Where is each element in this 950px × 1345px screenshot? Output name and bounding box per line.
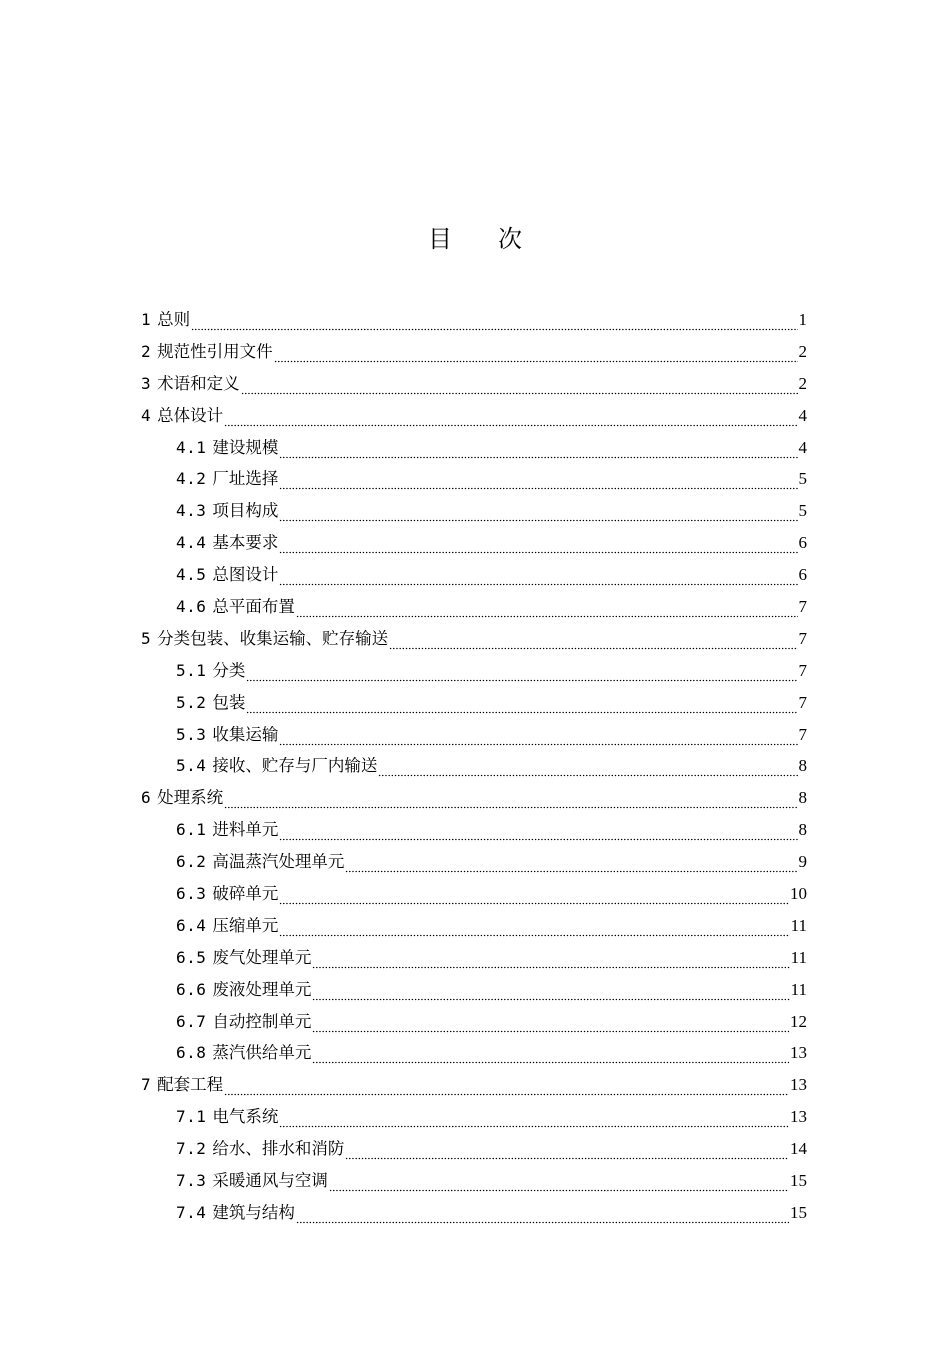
toc-entry[interactable] (141, 846, 807, 878)
toc-entry-page-number: 7 (798, 628, 807, 648)
toc-entry-label: 建设规模 (212, 437, 279, 457)
dot-leader (312, 959, 789, 969)
toc-entry-page-number: 5 (798, 469, 807, 489)
toc-entry[interactable] (141, 1197, 807, 1229)
toc-entry-page-number: 5 (798, 501, 807, 521)
toc-entry[interactable] (141, 463, 807, 495)
toc-entry[interactable] (141, 942, 807, 974)
toc-entry-page-number: 6 (798, 533, 807, 553)
toc-entry-number: 6.3 (176, 884, 207, 904)
page-title-part2: 次 (498, 225, 522, 253)
toc-entry-page-number: 7 (798, 660, 807, 680)
toc-entry-page-number: 11 (790, 915, 807, 935)
toc-entry-label: 项目构成 (212, 501, 279, 521)
toc-entry-page-number: 15 (790, 1171, 807, 1191)
dot-leader (312, 991, 789, 1001)
toc-entry-number: 6.7 (176, 1011, 207, 1031)
toc-entry[interactable] (141, 750, 807, 782)
toc-entry-number: 1 (141, 309, 152, 329)
toc-entry[interactable] (141, 1006, 807, 1038)
toc-entry-label: 收集运输 (212, 724, 279, 744)
toc-entry-page-number: 7 (798, 597, 807, 616)
toc-entry[interactable] (141, 527, 807, 559)
toc-entry-number: 5 (141, 628, 152, 648)
toc-entry-label: 进料单元 (212, 820, 279, 840)
toc-entry-number: 4.6 (176, 597, 207, 616)
toc-entry-page-number: 8 (798, 756, 807, 776)
dot-leader (345, 1150, 789, 1160)
dot-leader (279, 512, 797, 522)
toc-entry[interactable] (141, 432, 807, 464)
toc-entry-page-number: 12 (790, 1011, 807, 1031)
dot-leader (312, 1054, 789, 1064)
dot-leader (389, 640, 797, 650)
toc-entry-number: 7.2 (176, 1139, 207, 1159)
toc-entry[interactable] (141, 719, 807, 751)
toc-entry-page-number: 14 (790, 1139, 807, 1159)
toc-entry-label: 破碎单元 (212, 884, 279, 904)
toc-entry-label: 总图设计 (212, 565, 279, 585)
dot-leader (279, 736, 797, 746)
dot-leader (329, 1182, 789, 1192)
toc-entry[interactable] (141, 559, 807, 591)
toc-entry[interactable] (141, 591, 807, 623)
dot-leader (345, 863, 797, 873)
toc-entry[interactable] (141, 1069, 807, 1101)
toc-entry-page-number: 15 (790, 1202, 807, 1222)
toc-entry-label: 术语和定义 (157, 373, 240, 393)
dot-leader (279, 927, 789, 937)
toc-entry-number: 6.2 (176, 852, 207, 872)
dot-leader (279, 895, 789, 905)
dot-leader (224, 1086, 789, 1096)
toc-entry-label: 厂址选择 (212, 469, 279, 489)
dot-leader (279, 449, 797, 459)
toc-entry-label: 总体设计 (157, 405, 224, 425)
toc-entry-number: 6.1 (176, 820, 207, 840)
dot-leader (274, 353, 798, 363)
toc-entry[interactable] (141, 910, 807, 942)
page-title (0, 222, 950, 256)
toc-entry[interactable] (141, 368, 807, 400)
dot-leader (279, 1118, 789, 1128)
toc-entry[interactable] (141, 495, 807, 527)
toc-entry-number: 3 (141, 373, 152, 393)
toc-entry-number: 5.4 (176, 756, 207, 776)
toc-entry-page-number: 11 (790, 947, 807, 967)
toc-entry-label: 给水、排水和消防 (212, 1139, 345, 1159)
toc-entry-number: 6 (141, 788, 152, 808)
toc-entry-page-number: 7 (798, 724, 807, 744)
toc-entry-number: 4.3 (176, 501, 207, 521)
toc-entry-label: 建筑与结构 (212, 1202, 295, 1222)
toc-entry-page-number: 7 (798, 692, 807, 712)
toc-entry-number: 7.4 (176, 1202, 207, 1222)
table-of-contents (141, 304, 807, 1229)
toc-entry-label: 高温蒸汽处理单元 (212, 852, 345, 872)
dot-leader (279, 544, 797, 554)
toc-entry[interactable] (141, 878, 807, 910)
toc-entry-label: 废气处理单元 (212, 947, 312, 967)
toc-entry-label: 电气系统 (212, 1107, 279, 1127)
dot-leader (378, 767, 797, 777)
toc-entry-number: 6.6 (176, 979, 207, 999)
toc-entry-page-number: 13 (790, 1043, 807, 1063)
toc-entry-label: 分类包装、收集运输、贮存输送 (157, 628, 389, 648)
toc-entry-label: 分类 (212, 660, 246, 680)
toc-entry-page-number: 4 (798, 437, 807, 457)
toc-entry-page-number: 2 (798, 341, 807, 361)
toc-entry-number: 6.4 (176, 915, 207, 935)
dot-leader (246, 672, 797, 682)
toc-entry-label: 废液处理单元 (212, 979, 312, 999)
toc-entry-page-number: 11 (790, 979, 807, 999)
toc-entry-page-number: 9 (798, 852, 807, 872)
toc-entry-page-number: 8 (798, 788, 807, 808)
dot-leader (296, 608, 798, 618)
toc-entry-number: 6.5 (176, 947, 207, 967)
toc-entry-number: 4.4 (176, 533, 207, 553)
toc-entry-label: 处理系统 (157, 788, 224, 808)
toc-entry[interactable] (141, 1165, 807, 1197)
toc-entry-label: 配套工程 (157, 1075, 224, 1095)
toc-entry-number: 4.1 (176, 437, 207, 457)
toc-entry-label: 包装 (212, 692, 246, 712)
toc-entry-page-number: 8 (798, 820, 807, 840)
toc-entry-number: 4.2 (176, 469, 207, 489)
toc-entry-number: 4.5 (176, 565, 207, 585)
toc-entry[interactable] (141, 1133, 807, 1165)
toc-entry-number: 5.1 (176, 660, 207, 680)
toc-entry-number: 7.3 (176, 1171, 207, 1191)
toc-entry-label: 接收、贮存与厂内输送 (212, 756, 378, 776)
toc-entry[interactable] (141, 974, 807, 1006)
toc-entry-number: 2 (141, 341, 152, 361)
toc-entry-label: 自动控制单元 (212, 1011, 312, 1031)
toc-entry-label: 总则 (157, 309, 191, 329)
dot-leader (312, 1023, 789, 1033)
toc-entry-page-number: 6 (798, 565, 807, 585)
toc-entry[interactable] (141, 1037, 807, 1069)
toc-entry-number: 5.3 (176, 724, 207, 744)
dot-leader (296, 1214, 789, 1224)
toc-entry[interactable] (141, 304, 807, 336)
toc-entry[interactable] (141, 814, 807, 846)
dot-leader (191, 321, 797, 331)
toc-entry[interactable] (141, 336, 807, 368)
page-title-part1: 目 (428, 225, 452, 253)
toc-entry[interactable] (141, 687, 807, 719)
toc-entry-number: 7 (141, 1075, 152, 1095)
dot-leader (279, 831, 797, 841)
dot-leader (224, 799, 797, 809)
dot-leader (279, 480, 797, 490)
toc-entry[interactable] (141, 400, 807, 432)
toc-entry-page-number: 4 (798, 405, 807, 425)
toc-entry[interactable] (141, 782, 807, 814)
toc-entry-number: 7.1 (176, 1107, 207, 1127)
toc-entry-page-number: 13 (790, 1107, 807, 1127)
toc-entry[interactable] (141, 1101, 807, 1133)
toc-entry-page-number: 1 (798, 309, 807, 329)
toc-entry-label: 蒸汽供给单元 (212, 1043, 312, 1063)
toc-entry-page-number: 10 (790, 884, 807, 904)
toc-entry-label: 规范性引用文件 (157, 341, 273, 361)
toc-entry-label: 采暖通风与空调 (212, 1171, 328, 1191)
toc-entry-number: 6.8 (176, 1043, 207, 1063)
toc-entry-label: 总平面布置 (212, 597, 295, 616)
dot-leader (246, 704, 797, 714)
toc-entry-number: 5.2 (176, 692, 207, 712)
dot-leader (279, 576, 797, 586)
toc-entry[interactable] (141, 655, 807, 687)
dot-leader (224, 417, 797, 427)
toc-entry[interactable] (141, 623, 807, 655)
toc-entry-label: 压缩单元 (212, 915, 279, 935)
toc-entry-page-number: 13 (790, 1075, 807, 1095)
toc-entry-page-number: 2 (798, 373, 807, 393)
toc-entry-number: 4 (141, 405, 152, 425)
dot-leader (241, 385, 798, 395)
toc-entry-label: 基本要求 (212, 533, 279, 553)
